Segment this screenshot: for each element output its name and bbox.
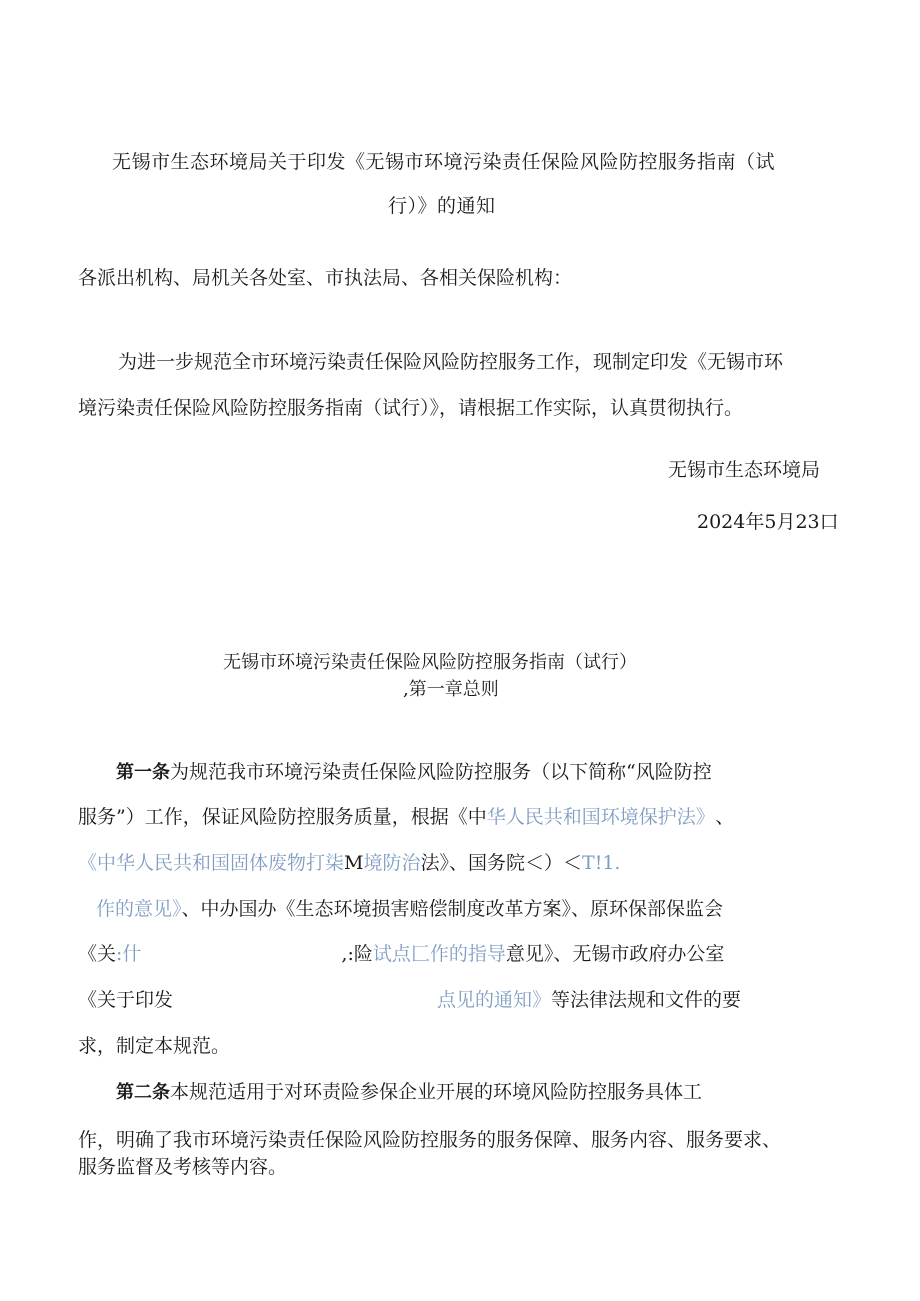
text-run: 、中办国办《生态环境损害赔偿制度改革方案》、原环保部保监会	[181, 898, 724, 920]
text-run-faded: 试点匚作的指导	[372, 943, 506, 965]
text-run-faded: 华人民共和国环境保护法》	[486, 806, 706, 828]
text-run: ,:险	[341, 943, 373, 965]
article1-text: 为规范我市环境污染责任保险风险防控服务（以下简称“风险防控	[170, 761, 712, 783]
article2-line1	[116, 1080, 702, 1105]
text-run: 法》、国务院＜）＜	[420, 852, 583, 874]
article1-line2	[78, 805, 734, 829]
notice-body-line1: 为进一步规范全市环境污染责任保险风险防控服务工作，现制定印发《无锡市环	[118, 351, 784, 373]
text-run: 意见》、无锡市政府办公室	[505, 943, 725, 965]
text-run: 《关	[78, 943, 117, 965]
text-run: 、	[715, 806, 735, 828]
addressee: 各派出机构、局机关各处室、市执法局、各相关保险机构：	[78, 267, 573, 289]
guide-title: 无锡市环境污染责任保险风险防控服务指南（试行）	[223, 652, 637, 673]
text-run-faded: :什	[116, 943, 142, 965]
text-run-faded: 点见的通知》	[437, 989, 552, 1011]
text-run: 服务”）工作，保证风险防控服务质量，根据《中	[78, 806, 487, 828]
text-run-faded: T!1.	[582, 852, 621, 874]
article1-line4	[96, 897, 723, 921]
text-run-faded: 作的意见》	[96, 898, 182, 920]
notice-body-line2: 境污染责任保险风险防控服务指南（试行）》，请根据工作实际，认真贯彻执行。	[78, 397, 744, 419]
notice-title-line1: 无锡市生态环境局关于印发《无锡市环境污染责任保险风险防控服务指南（试	[112, 151, 776, 173]
article1-line7: 求，制定本规范。	[78, 1035, 231, 1057]
article2-label: 第二条	[116, 1082, 170, 1103]
text-run: M	[344, 852, 364, 874]
text-run-faded: 《中华人民共和国固体废物打柒	[78, 852, 345, 874]
text-run-faded: 境防治	[363, 852, 421, 874]
text-run: 等法律法规和文件的要	[551, 989, 742, 1011]
chapter-heading: ,第一章总则	[403, 679, 499, 700]
text-run: 《关于印发	[78, 989, 174, 1011]
notice-title-line2: 行）》的通知	[388, 195, 496, 217]
article2-line2: 作，明确了我市环境污染责任保险风险防控服务的服务保障、服务内容、服务要求、	[78, 1129, 782, 1151]
article1-label: 第一条	[116, 762, 170, 783]
article1-line1	[116, 760, 712, 785]
article1-line3	[78, 851, 620, 875]
article1-line6	[78, 988, 741, 1012]
article2-text: 本规范适用于对环责险参保企业开展的环境风险防控服务具体工	[170, 1081, 703, 1103]
date: 2024年5月23口	[697, 511, 839, 533]
article1-line5	[78, 942, 724, 966]
signature: 无锡市生态环境局	[668, 459, 821, 481]
article2-line3: 服务监督及考核等内容。	[78, 1156, 288, 1178]
